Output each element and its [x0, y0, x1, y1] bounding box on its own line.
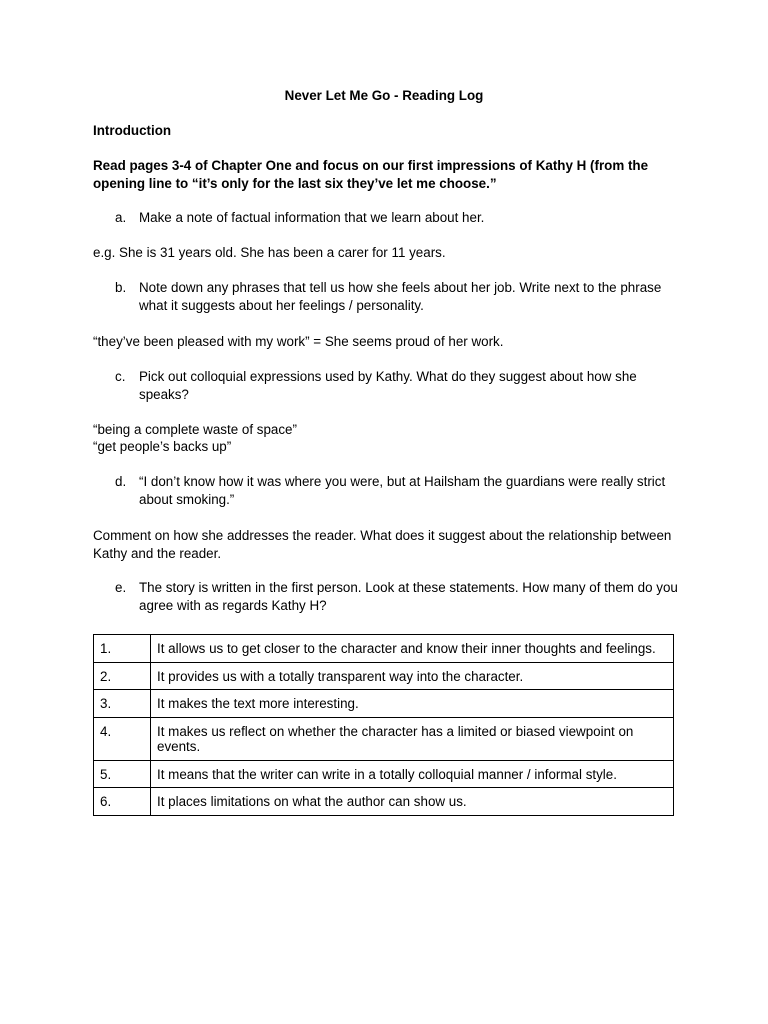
table-row: [94, 662, 674, 690]
statement-text: It makes the text more interesting.: [151, 690, 674, 718]
table-row: [94, 690, 674, 718]
statements-table: [93, 634, 674, 816]
statement-text: It makes us reflect on whether the character has a limited or biased viewpoint on events.: [151, 717, 674, 760]
instruction-text: Read pages 3-4 of Chapter One and focus on our first impressions of Kathy H (from the opening line to “it’s only for the last six they’ve let me choose.”: [93, 158, 649, 191]
example-answer-c-line2: “get people’s backs up”: [93, 439, 232, 454]
statement-number: 6.: [94, 788, 151, 816]
table-row: [94, 760, 674, 788]
list-item-text: “I don’t know how it was where you were, but at Hailsham the guardians were really strict about smoking.”: [139, 474, 666, 507]
example-answer-a: e.g. She is 31 years old. She has been a carer for 11 years.: [93, 245, 446, 260]
list-item-text: Pick out colloquial expressions used by Kathy. What do they suggest about how she speaks?: [139, 369, 637, 402]
list-item-a: [93, 209, 683, 227]
list-item-d: [93, 473, 683, 508]
list-item-b: [93, 279, 683, 314]
statement-number: 4.: [94, 717, 151, 760]
example-answer-b: “they’ve been pleased with my work” = She seems proud of her work.: [93, 334, 504, 349]
table-row: [94, 788, 674, 816]
list-marker: d.: [115, 474, 127, 489]
list-marker: e.: [115, 580, 127, 595]
example-answer-c-line1: “being a complete waste of space”: [93, 422, 297, 437]
section-heading: Introduction: [93, 123, 172, 138]
list-marker: c.: [115, 369, 126, 384]
statement-text: It provides us with a totally transparent way into the character.: [151, 662, 674, 690]
list-item-c: [93, 368, 683, 403]
statement-text: It places limitations on what the author can show us.: [151, 788, 674, 816]
statement-text: It means that the writer can write in a totally colloquial manner / informal style.: [151, 760, 674, 788]
statement-number: 3.: [94, 690, 151, 718]
table-row: [94, 717, 674, 760]
comment-d: Comment on how she addresses the reader. What does it suggest about the relationship between Kathy and the reader.: [93, 528, 672, 561]
list-item-text: Note down any phrases that tell us how she feels about her job. Write next to the phrase what it suggests about her feelings / personality.: [139, 280, 662, 313]
list-marker: a.: [115, 210, 127, 225]
statement-number: 2.: [94, 662, 151, 690]
document-title: Never Let Me Go - Reading Log: [284, 88, 484, 103]
list-item-e: [93, 579, 683, 614]
statement-number: 5.: [94, 760, 151, 788]
list-item-text: The story is written in the first person. Look at these statements. How many of them do you agree with as regards Kathy H?: [139, 580, 678, 613]
list-marker: b.: [115, 280, 127, 295]
list-item-text: Make a note of factual information that we learn about her.: [139, 210, 485, 225]
table-row: [94, 635, 674, 663]
statement-text: It allows us to get closer to the character and know their inner thoughts and feelings.: [151, 635, 674, 663]
statement-number: 1.: [94, 635, 151, 663]
